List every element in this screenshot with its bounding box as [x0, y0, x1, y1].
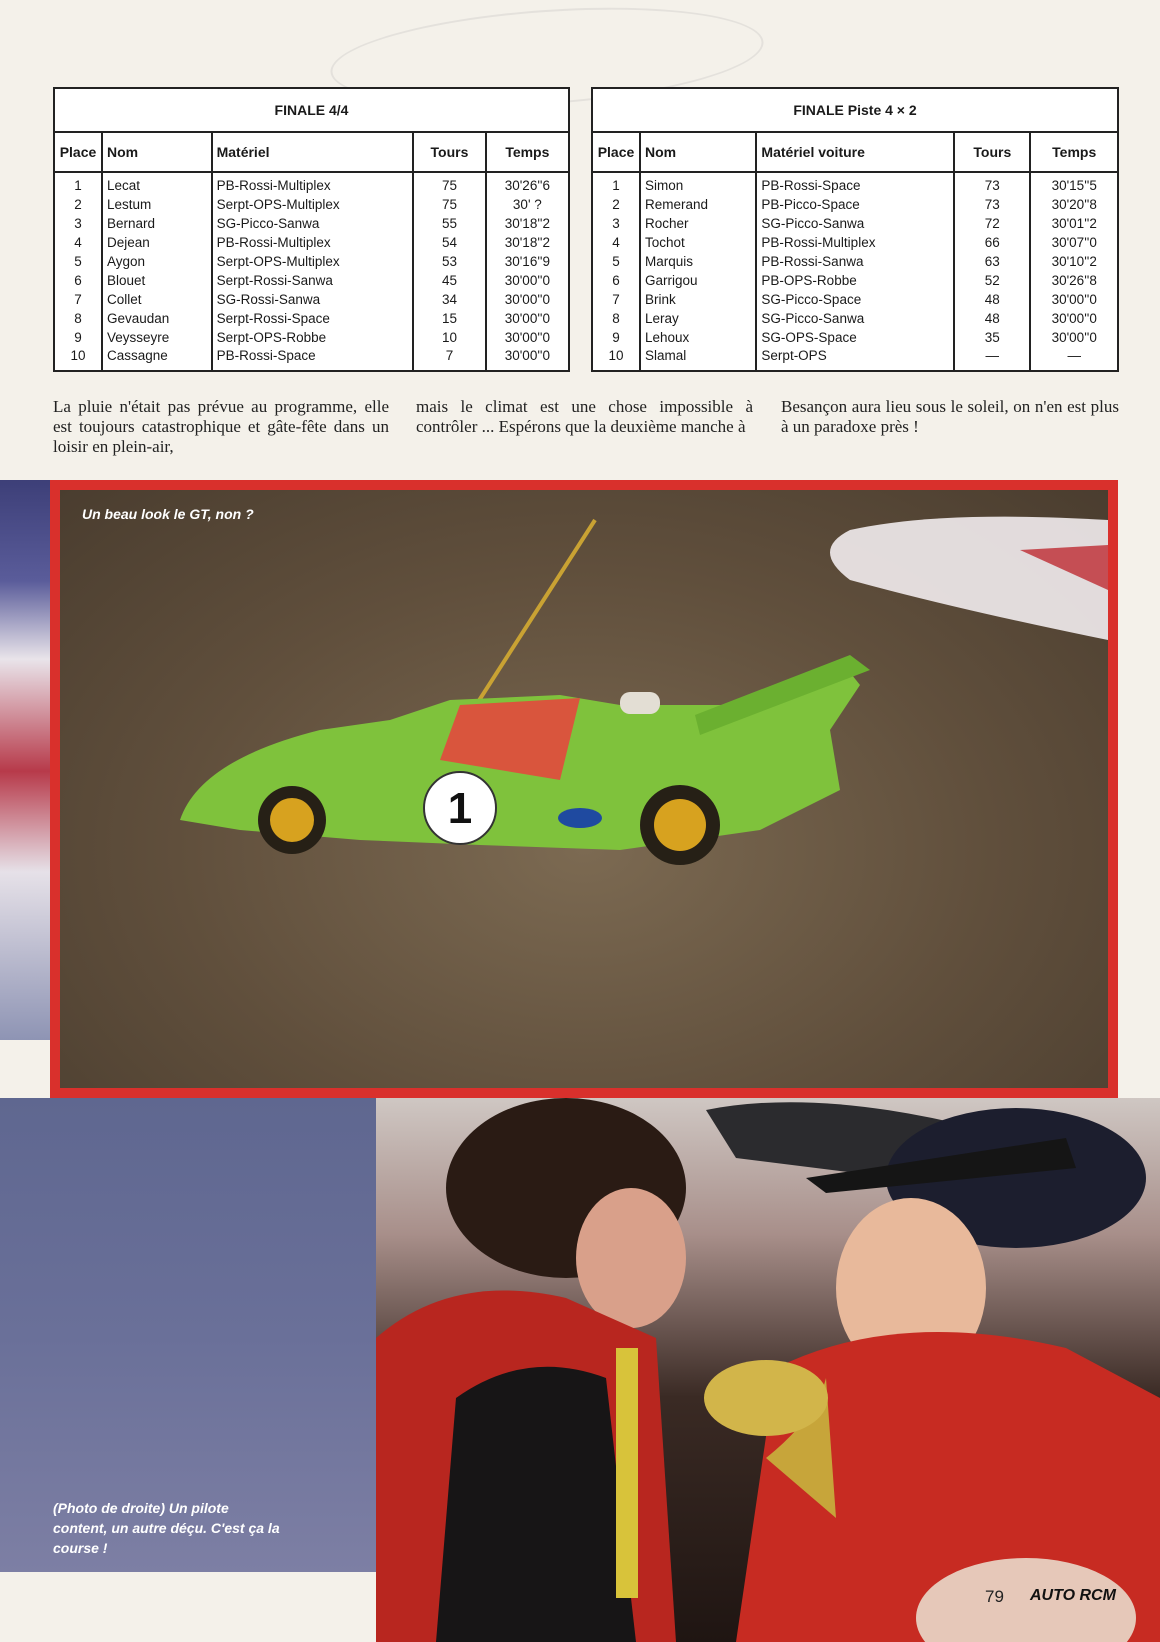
table-row — [55, 290, 568, 309]
cell-nom: Lehoux — [640, 328, 756, 347]
column-header-temps: Temps — [1030, 133, 1117, 172]
cell-place: 2 — [612, 197, 620, 213]
cell-nom: Leray — [640, 309, 756, 328]
cell-temps: 30' ? — [486, 196, 568, 215]
column-header-tours: Tours — [954, 133, 1030, 172]
cell-temps: 30'18''2 — [486, 215, 568, 234]
table-row — [55, 172, 568, 196]
race-car-illustration — [60, 490, 1108, 1088]
cell-materiel: Serpt-OPS-Multiplex — [212, 253, 414, 272]
cell-nom: Lecat — [102, 172, 212, 196]
cell-tours: 7 — [413, 347, 486, 370]
cell-nom: Garrigou — [640, 271, 756, 290]
car-number: 1 — [447, 784, 473, 833]
table-row — [593, 309, 1117, 328]
magazine-name: AUTO RCM — [1030, 1587, 1116, 1604]
cell-materiel: Serpt-OPS — [756, 347, 954, 370]
cell-place: 5 — [612, 254, 620, 269]
cell-materiel: Serpt-Rossi-Space — [212, 309, 414, 328]
cell-materiel: PB-Rossi-Multiplex — [212, 172, 414, 196]
table-row — [55, 234, 568, 253]
cell-place: 6 — [612, 272, 620, 288]
cell-place: 8 — [74, 310, 82, 326]
cell-nom: Cassagne — [102, 347, 212, 370]
article-column-3: Besançon aura lieu sous le soleil, on n'en est plus à un paradoxe près ! — [781, 397, 1119, 436]
cell-temps: 30'00''0 — [486, 347, 568, 370]
cell-nom: Veysseyre — [102, 328, 212, 347]
cell-materiel: PB-Rossi-Multiplex — [756, 234, 954, 253]
table-row — [593, 271, 1117, 290]
cell-tours: 48 — [954, 309, 1030, 328]
cell-materiel: SG-Picco-Sanwa — [756, 215, 954, 234]
table-row — [593, 347, 1117, 370]
cell-tours: — — [954, 347, 1030, 370]
column-header-materiel: Matériel voiture — [756, 133, 954, 172]
cell-materiel: PB-Rossi-Space — [212, 347, 414, 370]
article-column-2: mais le climat est une chose impossible à contrôler ... Espérons que la deuxième manche à — [416, 397, 753, 436]
cell-temps: 30'20''8 — [1030, 196, 1117, 215]
cell-place: 7 — [612, 291, 620, 307]
cell-place: 9 — [612, 329, 620, 345]
cell-temps: 30'00''0 — [1030, 328, 1117, 347]
cell-temps: 30'10''2 — [1030, 253, 1117, 272]
cell-temps: 30'00''0 — [1030, 290, 1117, 309]
podium-photo — [376, 1098, 1160, 1642]
cell-place: 9 — [74, 329, 82, 345]
cell-temps: 30'00''0 — [486, 290, 568, 309]
cell-tours: 66 — [954, 234, 1030, 253]
column-header-tours: Tours — [413, 133, 486, 172]
table-row — [55, 347, 568, 370]
cell-tours: 34 — [413, 290, 486, 309]
race-car-photo — [50, 480, 1118, 1098]
cell-nom: Tochot — [640, 234, 756, 253]
column-header-place: Place — [593, 133, 640, 172]
cell-tours: 52 — [954, 271, 1030, 290]
cell-nom: Aygon — [102, 253, 212, 272]
cell-tours: 63 — [954, 253, 1030, 272]
cell-temps: 30'26''8 — [1030, 271, 1117, 290]
cell-nom: Collet — [102, 290, 212, 309]
cell-place: 4 — [612, 235, 620, 251]
cell-tours: 53 — [413, 253, 486, 272]
column-header-place: Place — [55, 133, 102, 172]
table-row — [593, 253, 1117, 272]
cell-materiel: SG-OPS-Space — [756, 328, 954, 347]
table-row — [593, 290, 1117, 309]
cell-place: 4 — [74, 235, 82, 251]
column-header-nom: Nom — [102, 133, 212, 172]
cell-temps: 30'26''6 — [486, 172, 568, 196]
cell-nom: Rocher — [640, 215, 756, 234]
cell-temps: 30'00''0 — [486, 328, 568, 347]
cell-materiel: PB-OPS-Robbe — [756, 271, 954, 290]
table-title: FINALE Piste 4 × 2 — [593, 89, 1117, 133]
table-row — [593, 234, 1117, 253]
table-row — [593, 172, 1117, 196]
cell-place: 5 — [74, 254, 82, 269]
cell-temps: 30'01''2 — [1030, 215, 1117, 234]
cell-nom: Simon — [640, 172, 756, 196]
cell-materiel: PB-Rossi-Space — [756, 172, 954, 196]
results-table-finale-piste — [591, 87, 1119, 372]
cell-place: 7 — [74, 291, 82, 307]
cell-nom: Remerand — [640, 196, 756, 215]
cell-temps: 30'07''0 — [1030, 234, 1117, 253]
table-row — [55, 328, 568, 347]
left-edge-photo-strip — [0, 480, 50, 1040]
car-photo-caption: Un beau look le GT, non ? — [82, 506, 254, 522]
cell-place: 1 — [612, 178, 620, 194]
table-row — [55, 253, 568, 272]
cell-temps: 30'15''5 — [1030, 172, 1117, 196]
cell-place: 10 — [70, 348, 86, 364]
cell-materiel: SG-Picco-Sanwa — [756, 309, 954, 328]
podium-photo-caption: (Photo de droite) Un pilote content, un autre déçu. C'est ça la course ! — [53, 1500, 280, 1556]
cell-materiel: Serpt-Rossi-Sanwa — [212, 271, 414, 290]
cell-materiel: Serpt-OPS-Robbe — [212, 328, 414, 347]
cell-place: 8 — [612, 310, 620, 326]
cell-tours: 75 — [413, 172, 486, 196]
cell-tours: 73 — [954, 172, 1030, 196]
cell-place: 6 — [74, 272, 82, 288]
cell-materiel: SG-Rossi-Sanwa — [212, 290, 414, 309]
table-title: FINALE 4/4 — [55, 89, 568, 133]
page-number: 79 — [985, 1587, 1004, 1606]
cell-temps: 30'18''2 — [486, 234, 568, 253]
table-row — [55, 271, 568, 290]
cell-tours: 15 — [413, 309, 486, 328]
cell-tours: 10 — [413, 328, 486, 347]
cell-place: 10 — [608, 348, 624, 364]
table-row — [55, 215, 568, 234]
cell-tours: 55 — [413, 215, 486, 234]
cell-place: 1 — [74, 178, 82, 194]
cell-tours: 45 — [413, 271, 486, 290]
cell-place: 3 — [612, 216, 620, 232]
cell-nom: Gevaudan — [102, 309, 212, 328]
cell-temps: 30'00''0 — [486, 309, 568, 328]
cell-nom: Bernard — [102, 215, 212, 234]
cell-temps: 30'00''0 — [486, 271, 568, 290]
cell-materiel: SG-Picco-Sanwa — [212, 215, 414, 234]
article-column-1: La pluie n'était pas prévue au programme, elle est toujours catastrophique et gâte-fête dans un loisir en plein-air, — [53, 397, 389, 456]
column-header-temps: Temps — [486, 133, 568, 172]
table-row — [593, 215, 1117, 234]
podium-illustration — [376, 1098, 1160, 1642]
table-row — [55, 309, 568, 328]
cell-materiel: PB-Rossi-Sanwa — [756, 253, 954, 272]
cell-temps: 30'16''9 — [486, 253, 568, 272]
cell-tours: 35 — [954, 328, 1030, 347]
cell-nom: Marquis — [640, 253, 756, 272]
table-row — [55, 196, 568, 215]
cell-tours: 75 — [413, 196, 486, 215]
cell-tours: 54 — [413, 234, 486, 253]
cell-materiel: PB-Picco-Space — [756, 196, 954, 215]
cell-place: 3 — [74, 216, 82, 232]
table-row — [593, 328, 1117, 347]
column-header-nom: Nom — [640, 133, 756, 172]
cell-materiel: Serpt-OPS-Multiplex — [212, 196, 414, 215]
cell-materiel: PB-Rossi-Multiplex — [212, 234, 414, 253]
cell-temps: 30'00''0 — [1030, 309, 1117, 328]
cell-nom: Lestum — [102, 196, 212, 215]
cell-nom: Brink — [640, 290, 756, 309]
column-header-materiel: Matériel — [212, 133, 414, 172]
cell-tours: 72 — [954, 215, 1030, 234]
cell-place: 2 — [74, 197, 82, 213]
cell-tours: 73 — [954, 196, 1030, 215]
cell-temps: — — [1030, 347, 1117, 370]
cell-nom: Slamal — [640, 347, 756, 370]
caption-panel — [0, 1098, 376, 1572]
cell-materiel: SG-Picco-Space — [756, 290, 954, 309]
table-row — [593, 196, 1117, 215]
cell-tours: 48 — [954, 290, 1030, 309]
cell-nom: Blouet — [102, 271, 212, 290]
cell-nom: Dejean — [102, 234, 212, 253]
results-table-finale-4-4 — [53, 87, 570, 372]
